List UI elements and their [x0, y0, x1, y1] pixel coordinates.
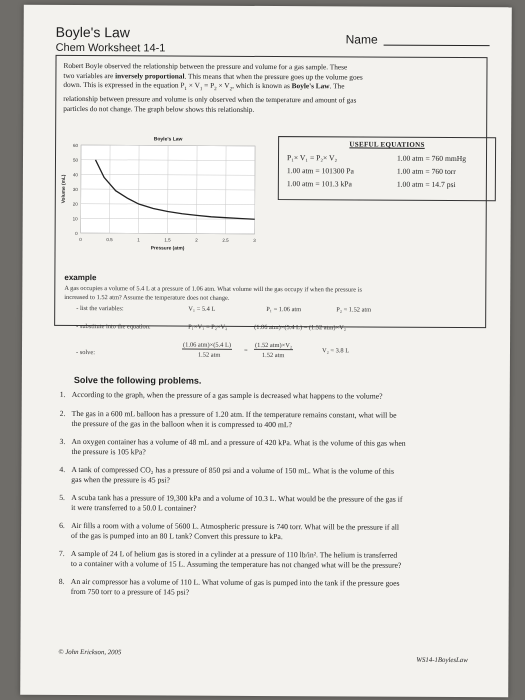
problem-text — [72, 390, 482, 402]
problem-number: 3. — [59, 436, 66, 446]
name-label: Name — [345, 32, 378, 47]
conversion-kpa: 1.00 atm = 101.3 kPa — [286, 179, 352, 189]
worksheet-page — [20, 5, 512, 698]
y-tick-label: 50 — [72, 157, 79, 163]
problem-line: the pressure of the gas in the balloon when it is compressed to 400 mL? — [71, 418, 292, 430]
x-tick-label: 0.5 — [106, 237, 113, 243]
problem-text — [71, 549, 481, 571]
solve-equals: = — [243, 346, 248, 354]
conversion-psi: 1.00 atm = 14.7 psi — [396, 179, 456, 189]
equation-symbolic: P₁×V₁ = P₂×V₂ — [188, 323, 228, 331]
problem-number: 1. — [59, 389, 66, 399]
chart-title: Boyle's Law — [153, 136, 183, 143]
problem-item — [58, 576, 479, 597]
intro-line: two variables are inversely proportional. This means that when the pressure goes up the volume goes — [63, 70, 363, 82]
problem-line: from 750 torr to a pressure of 145 psi? — [70, 586, 190, 597]
problem-text — [71, 493, 481, 515]
intro-paragraph — [63, 61, 481, 116]
x-tick-label: 3 — [253, 237, 256, 243]
problems-heading: Solve the following problems. — [73, 374, 202, 386]
conversion-pa: 1.00 atm = 101300 Pa — [286, 166, 354, 176]
example-text — [64, 285, 482, 304]
x-tick-label: 2 — [195, 237, 198, 243]
x-axis-label: Pressure (atm) — [150, 246, 185, 252]
y-tick-label: 20 — [72, 201, 78, 207]
problem-line: According to the graph, when the pressure of a gas sample is decreased what happens to the volume? — [71, 389, 383, 401]
problem-text — [71, 521, 481, 543]
intro-line: relationship between pressure and volume is only observed when the temperature and amount of gas — [63, 94, 357, 105]
problem-number: 8. — [58, 576, 65, 586]
intro-line: particles do not change. The graph below shows this relationship. — [63, 103, 255, 114]
step-solve-label: - solve: — [75, 349, 96, 357]
intro-line: down. This is expressed in the equation $P_1 \times V_1 = P_2 \times V_2$, which is known as Boyle's Law. The — [63, 80, 345, 93]
problem-text — [71, 577, 481, 599]
problem-item — [59, 436, 480, 457]
problem-line: gas when the pressure is 45 psi? — [71, 474, 170, 485]
page-subtitle: Chem Worksheet 14-1 — [55, 41, 166, 55]
conversion-torr: 1.00 atm = 760 torr — [396, 166, 456, 176]
problem-item — [59, 389, 480, 401]
problem-item — [59, 520, 479, 542]
name-blank-line — [384, 45, 490, 47]
variable-v1: V₁ = 5.4 L — [188, 305, 216, 313]
problem-item — [59, 492, 479, 513]
problem-line: An air compressor has a volume of 110 L. What volume of gas is pumped into the tank if the pressure goes — [70, 576, 400, 588]
problem-number: 4. — [59, 464, 66, 474]
y-tick-label: 40 — [72, 172, 78, 178]
example-line: A gas occupies a volume of 5.4 L at a pressure of 1.06 atm. What volume will the gas occupy if when the pressure is — [64, 284, 362, 294]
example-line: increased to 1.52 atm? Assume the temperature does not change. — [64, 293, 230, 302]
problem-text — [71, 437, 481, 459]
problem-number: 5. — [59, 492, 66, 502]
equations-title: USEFUL EQUATIONS — [349, 140, 425, 149]
step-list-label: - list the variables: — [76, 305, 124, 313]
y-tick-label: 0 — [75, 230, 78, 237]
problem-number: 6. — [59, 520, 65, 530]
problem-item — [58, 548, 479, 570]
problem-line: it were transferred to a 50.0 L container? — [71, 502, 197, 513]
variable-p2: P₂ = 1.52 atm — [336, 306, 372, 314]
boyles-law-chart — [59, 133, 260, 254]
x-tick-label: 2.5 — [222, 237, 229, 243]
conversion-mmhg: 1.00 atm = 760 mmHg — [396, 153, 467, 164]
intro-line: Robert Boyle observed the relationship between the pressure and volume for a gas sample. These — [63, 60, 348, 72]
x-tick-label: 1.5 — [164, 237, 171, 243]
problem-line: to a container with a volume of 15 L. Assuming the temperature has not changed what will be the pressure? — [70, 558, 402, 570]
problem-number: 2. — [59, 408, 66, 418]
equation-substituted: (1.06 atm)×(5.4 L) = (1.52 atm)×V₂ — [254, 323, 346, 332]
problem-line: of the gas is pumped into an 80 L tank? Convert this pressure to kPa. — [71, 530, 283, 542]
solve-numerator-right: (1.52 atm)×V₂ — [255, 341, 293, 350]
problem-line: The gas in a 600 mL balloon has a pressure of 1.20 atm. If the temperature remains constant, what will be — [71, 408, 397, 420]
y-axis-label: Volume (mL) — [61, 174, 67, 204]
step-substitute-label: - substitute into the equation: — [76, 323, 151, 331]
problem-line: A scuba tank has a pressure of 19,300 kPa and a volume of 10.3 L. What would be the pressure of the gas if — [71, 492, 403, 504]
problem-text — [71, 465, 481, 487]
example-label: example — [64, 272, 97, 283]
problem-number: 7. — [58, 548, 65, 558]
useful-equations-box — [278, 136, 496, 201]
boyle-equation: P₁× V₁ = P₂× V₂ — [286, 153, 338, 163]
problem-text — [72, 409, 482, 431]
problem-line: A tank of compressed CO₂ has a pressure of 850 psi and a volume of 150 mL. What is the volume of this — [71, 464, 394, 476]
page-title: Boyle's Law — [55, 23, 130, 41]
solve-denominator: 1.52 atm — [197, 351, 221, 359]
example-answer: V₂ = 3.8 L — [321, 347, 350, 355]
problem-line: A sample of 24 L of helium gas is stored in a cylinder at a pressure of 110 lb/in². The helium is transferred — [70, 548, 398, 560]
y-tick-label: 60 — [73, 142, 79, 149]
solve-numerator: (1.06 atm)×(5.4 L) — [183, 341, 232, 349]
x-tick-label: 1 — [137, 237, 140, 243]
x-tick-label: 0 — [79, 237, 82, 243]
problem-line: the pressure is 105 kPa? — [71, 446, 146, 457]
copyright: © John Erickson, 2005 — [58, 648, 122, 657]
problem-line: Air fills a room with a volume of 5600 L. Atmospheric pressure is 740 torr. What will be the pressure if all — [71, 520, 400, 532]
y-tick-label: 30 — [72, 186, 78, 193]
solve-denominator-right: 1.52 atm — [261, 351, 285, 360]
problem-line: An oxygen container has a volume of 48 mL and a pressure of 420 kPa. What is the volume of this gas when — [71, 436, 406, 448]
problem-item — [59, 464, 479, 485]
worksheet-code: WS14-1BoylesLaw — [416, 656, 468, 665]
variable-p1: P₁ = 1.06 atm — [266, 306, 302, 314]
y-tick-label: 10 — [72, 216, 78, 222]
problem-item — [59, 408, 480, 430]
